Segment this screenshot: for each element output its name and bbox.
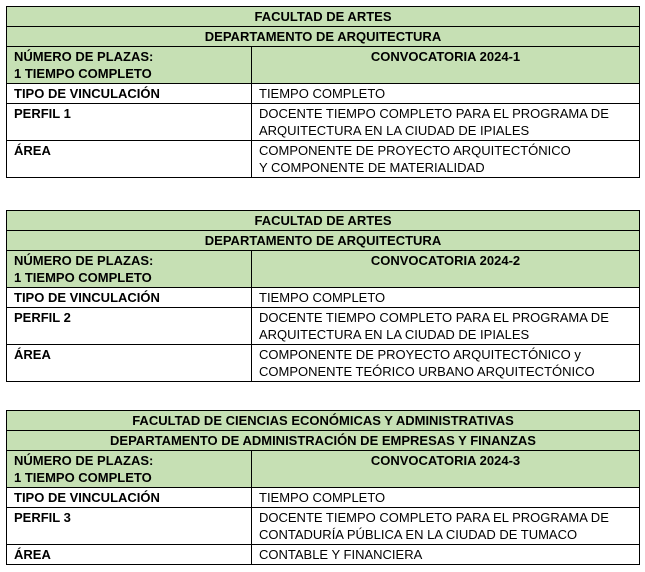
area-value bbox=[252, 141, 640, 178]
department-title: DEPARTAMENTO DE ARQUITECTURA bbox=[7, 231, 640, 251]
perfil-value bbox=[252, 104, 640, 141]
area-label: ÁREA bbox=[7, 141, 252, 178]
area-value-line-1: COMPONENTE DE PROYECTO ARQUITECTÓNICO bbox=[259, 143, 571, 158]
vinculacion-label: TIPO DE VINCULACIÓN bbox=[7, 288, 252, 308]
vinculacion-value: TIEMPO COMPLETO bbox=[252, 488, 640, 508]
convocatoria-table-2 bbox=[6, 210, 640, 382]
area-value-line-2: Y COMPONENTE DE MATERIALIDAD bbox=[259, 160, 485, 175]
area-label: ÁREA bbox=[7, 345, 252, 382]
faculty-title: FACULTAD DE ARTES bbox=[7, 7, 640, 27]
perfil-value-line-2: CONTADURÍA PÚBLICA EN LA CIUDAD DE TUMACO bbox=[259, 527, 578, 542]
plazas-label-line-2: 1 TIEMPO COMPLETO bbox=[14, 66, 152, 81]
plazas-label-line-2: 1 TIEMPO COMPLETO bbox=[14, 270, 152, 285]
convocatoria-table-1 bbox=[6, 6, 640, 178]
perfil-value-line-1: DOCENTE TIEMPO COMPLETO PARA EL PROGRAMA DE bbox=[259, 510, 609, 525]
perfil-label: PERFIL 1 bbox=[7, 104, 252, 141]
department-title: DEPARTAMENTO DE ARQUITECTURA bbox=[7, 27, 640, 47]
plazas-label bbox=[7, 251, 252, 288]
perfil-value-line-1: DOCENTE TIEMPO COMPLETO PARA EL PROGRAMA DE bbox=[259, 106, 609, 121]
convocatoria-table-3 bbox=[6, 410, 640, 565]
area-value bbox=[252, 345, 640, 382]
perfil-value-line-2: ARQUITECTURA EN LA CIUDAD DE IPIALES bbox=[259, 327, 530, 342]
plazas-label-line-1: NÚMERO DE PLAZAS: bbox=[14, 253, 154, 268]
plazas-label bbox=[7, 451, 252, 488]
area-value-line-2: COMPONENTE TEÓRICO URBANO ARQUITECTÓNICO bbox=[259, 364, 595, 379]
faculty-title: FACULTAD DE ARTES bbox=[7, 211, 640, 231]
convocatoria-title: CONVOCATORIA 2024-1 bbox=[252, 47, 640, 84]
perfil-value bbox=[252, 508, 640, 545]
perfil-value-line-2: ARQUITECTURA EN LA CIUDAD DE IPIALES bbox=[259, 123, 530, 138]
perfil-value bbox=[252, 308, 640, 345]
faculty-title: FACULTAD DE CIENCIAS ECONÓMICAS Y ADMINISTRATIVAS bbox=[7, 411, 640, 431]
plazas-label-line-1: NÚMERO DE PLAZAS: bbox=[14, 49, 154, 64]
vinculacion-label: TIPO DE VINCULACIÓN bbox=[7, 488, 252, 508]
perfil-value-line-1: DOCENTE TIEMPO COMPLETO PARA EL PROGRAMA DE bbox=[259, 310, 609, 325]
plazas-label bbox=[7, 47, 252, 84]
convocatoria-title: CONVOCATORIA 2024-2 bbox=[252, 251, 640, 288]
department-title: DEPARTAMENTO DE ADMINISTRACIÓN DE EMPRESAS Y FINANZAS bbox=[7, 431, 640, 451]
plazas-label-line-1: NÚMERO DE PLAZAS: bbox=[14, 453, 154, 468]
perfil-label: PERFIL 3 bbox=[7, 508, 252, 545]
vinculacion-value: TIEMPO COMPLETO bbox=[252, 288, 640, 308]
perfil-label: PERFIL 2 bbox=[7, 308, 252, 345]
area-label: ÁREA bbox=[7, 545, 252, 565]
plazas-label-line-2: 1 TIEMPO COMPLETO bbox=[14, 470, 152, 485]
vinculacion-label: TIPO DE VINCULACIÓN bbox=[7, 84, 252, 104]
area-value-line-1: COMPONENTE DE PROYECTO ARQUITECTÓNICO y bbox=[259, 347, 581, 362]
vinculacion-value: TIEMPO COMPLETO bbox=[252, 84, 640, 104]
area-value: CONTABLE Y FINANCIERA bbox=[252, 545, 640, 565]
convocatoria-title: CONVOCATORIA 2024-3 bbox=[252, 451, 640, 488]
